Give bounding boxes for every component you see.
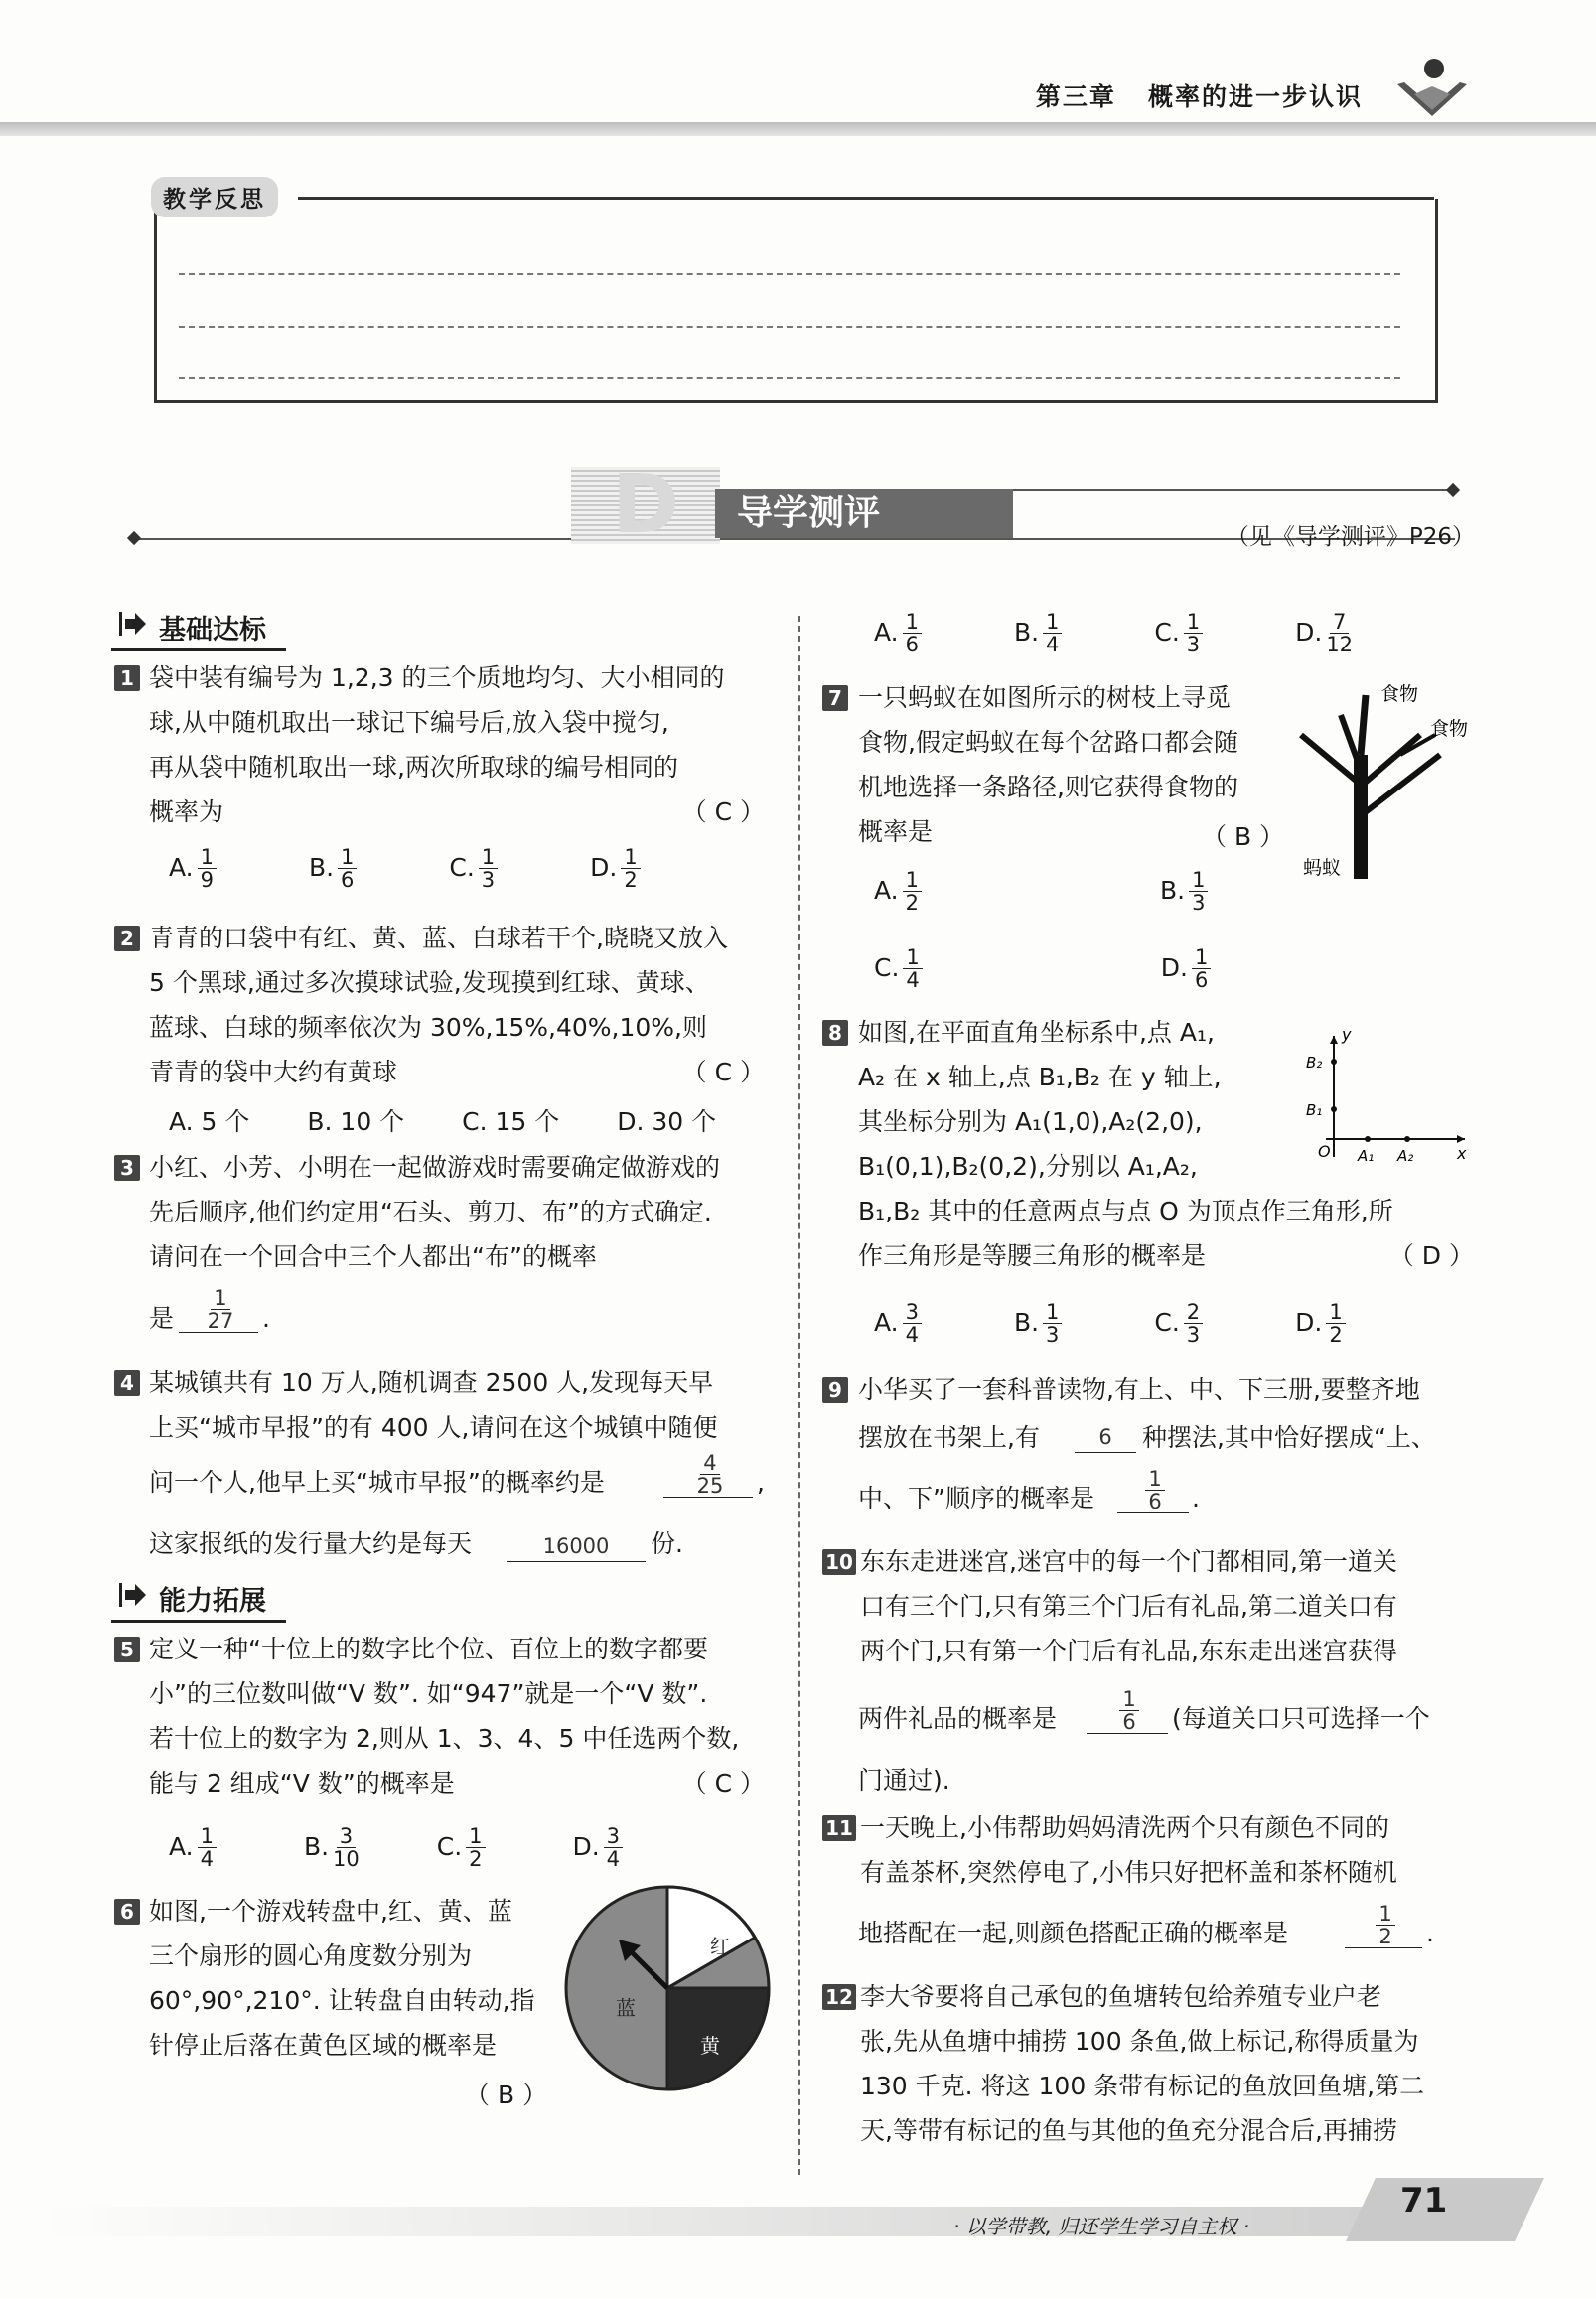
question-number: 12	[822, 1984, 856, 2010]
q4-line4: 这家报纸的发行量大约是每天	[149, 1529, 473, 1558]
question-number: 1	[114, 665, 140, 691]
q5-options	[169, 1825, 623, 1870]
question-number: 9	[822, 1377, 848, 1403]
question-3: 小红、小芳、小明在一起做游戏时需要确定做游戏的 先后顺序,他们约定用“石头、剪刀、布”的方式确定. 请问在一个回合中三个人都出“布”的概率	[149, 1153, 721, 1271]
q10-blank: $\frac{1}{6}$	[1087, 1688, 1168, 1734]
option-a: A. $\frac{1}{2}$	[874, 876, 922, 905]
column-divider	[798, 616, 800, 2175]
question-number: 4	[114, 1370, 140, 1396]
option-c: C. $\frac{1}{4}$	[874, 953, 923, 982]
question-number: 2	[114, 926, 140, 951]
question-8: 如图,在平面直角坐标系中,点 A₁, A₂ 在 x 轴上,点 B₁,B₂ 在 y 轴上, 其坐标分别为 A₁(1,0),A₂(2,0), B₁(0,1),B₂(0,2),分别以 A₁,A₂, B₁,B₂ 其中的任意两点与点 O 为顶点作三角形,所 作三角形是等腰三角形的概率是 （ D ）	[858, 1018, 1474, 1270]
question-number: 7	[822, 685, 848, 711]
dashed-line	[179, 377, 1400, 379]
reflection-box	[154, 199, 1438, 403]
q6-answer: （ B ）	[465, 2081, 548, 2109]
label-y: y	[1342, 1028, 1352, 1044]
q7-options	[874, 869, 1211, 991]
question-5: 定义一种“十位上的数字比个位、百位上的数字都要 小”的三位数叫做“V 数”. 如“947”就是一个“V 数”. 若十位上的数字为 2,则从 1、3、4、5 中任选两个数, 能与 2 组成“V 数”的概率是 （ C ）	[149, 1635, 765, 1797]
section-title: 导学测评	[715, 489, 1013, 538]
option-a: A. $\frac{1}{6}$	[874, 618, 922, 647]
question-7: 一只蚂蚁在如图所示的树枝上寻觅 食物,假定蚂蚁在每个岔路口都会随 机地选择一条路径,则它获得食物的 概率是	[858, 683, 1238, 846]
option-d: D. $\frac{1}{6}$	[1161, 953, 1212, 982]
arrow-right-icon	[119, 1583, 147, 1607]
spinner-wheel	[561, 1882, 775, 2095]
q11-end: .	[1426, 1919, 1434, 1947]
section-dot	[1446, 483, 1460, 497]
chapter-title: 第三章 概率的进一步认识	[1035, 82, 1363, 111]
option-a: A. $\frac{3}{4}$	[874, 1308, 922, 1337]
label-yellow: 黄	[700, 2034, 720, 2058]
question-9-line2b: 种摆法,其中恰好摆成“上、	[1142, 1423, 1436, 1452]
subhead-advanced: 能力拓展	[111, 1579, 286, 1623]
label-origin: O	[1318, 1142, 1331, 1161]
reflection-top-line	[298, 197, 1434, 200]
question-4: 某城镇共有 10 万人,随机调查 2500 人,发现每天早 上买“城市早报”的有 400 人,请问在这个城镇中随便	[149, 1368, 718, 1442]
tree-branch-diagram	[1291, 675, 1480, 884]
option-b: B. $\frac{3}{10}$	[303, 1824, 360, 1871]
q9-blank-probability: $\frac{1}{6}$	[1117, 1468, 1189, 1513]
section-letter: D	[571, 467, 720, 544]
dashed-line	[179, 273, 1400, 275]
book-reader-logo-icon	[1392, 55, 1472, 124]
label-food-2: 食物	[1430, 718, 1469, 740]
question-10-line4b: (每道关口只可选择一个	[1172, 1704, 1430, 1733]
footer-slogan: · 以学带教, 归还学生学习自主权 ·	[953, 2215, 1250, 2238]
section-rule	[1013, 489, 1450, 491]
option-a: A. $\frac{1}{9}$	[169, 853, 217, 882]
q9-end: .	[1192, 1484, 1200, 1512]
reflection-label: 教学反思	[151, 177, 278, 217]
question-11-line3: 地搭配在一起,则颜色搭配正确的概率是	[858, 1919, 1288, 1947]
option-d: D. $\frac{3}{4}$	[572, 1832, 623, 1861]
question-number: 8	[822, 1020, 848, 1046]
option-b: B. $\frac{1}{4}$	[1014, 618, 1062, 647]
label-a2: A₂	[1397, 1147, 1414, 1165]
question-number: 3	[114, 1155, 140, 1181]
header-bar	[0, 122, 1596, 136]
arrow-right-icon	[119, 612, 147, 636]
question-9-line3a: 中、下”顺序的概率是	[858, 1484, 1094, 1512]
q3-blank: $\frac{1}{27}$	[179, 1287, 258, 1333]
q4-blank-circulation: 16000	[507, 1531, 646, 1562]
question-number: 10	[822, 1549, 856, 1575]
page-number: 71	[1400, 2181, 1448, 2221]
option-c: C. 15 个	[462, 1107, 560, 1136]
question-1: 袋中装有编号为 1,2,3 的三个质地均匀、大小相同的 球,从中随机取出一球记下编号后,放入袋中搅匀, 再从袋中随机取出一球,两次所取球的编号相同的 概率为 （ C ）	[149, 663, 765, 826]
coordinate-diagram	[1296, 1028, 1475, 1167]
option-c: C. $\frac{1}{3}$	[449, 853, 498, 882]
dashed-line	[179, 326, 1400, 328]
option-d: D. $\frac{1}{2}$	[1295, 1308, 1346, 1337]
q3-answer-line: 是	[149, 1304, 175, 1333]
question-number: 11	[822, 1815, 856, 1841]
q7-answer: （ B ）	[1202, 822, 1285, 851]
option-c: C. $\frac{2}{3}$	[1154, 1308, 1203, 1337]
question-10-line5: 门通过).	[858, 1766, 950, 1795]
q4-blank-probability: $\frac{4}{25}$	[663, 1452, 753, 1498]
label-x: x	[1457, 1144, 1467, 1163]
q2-options	[169, 1102, 716, 1138]
question-10-line4a: 两件礼品的概率是	[858, 1704, 1058, 1733]
option-d: D. $\frac{7}{12}$	[1295, 610, 1354, 656]
section-reference: （见《导学测评》P26）	[1226, 524, 1475, 550]
q4-unit: 份.	[651, 1529, 683, 1558]
section-dot	[127, 531, 141, 545]
label-food-1: 食物	[1380, 683, 1419, 705]
q4-comma: ,	[757, 1468, 765, 1497]
q6-options	[874, 611, 1353, 655]
q9-blank-count: 6	[1075, 1422, 1136, 1453]
q4-line3: 问一个人,他早上买“城市早报”的概率约是	[149, 1468, 605, 1497]
option-b: B. $\frac{1}{3}$	[1160, 876, 1208, 905]
question-9-line1: 小华买了一套科普读物,有上、中、下三册,要整齐地	[858, 1375, 1420, 1404]
label-b2: B₂	[1306, 1054, 1323, 1072]
label-ant: 蚂蚁	[1303, 857, 1342, 879]
question-6: 如图,一个游戏转盘中,红、黄、蓝 三个扇形的圆心角度数分别为 60°,90°,210°. 让转盘自由转动,指 针停止后落在黄色区域的概率是	[149, 1897, 535, 2060]
question-number: 6	[114, 1899, 140, 1925]
question-number: 5	[114, 1637, 140, 1662]
option-a: A. 5 个	[169, 1107, 250, 1136]
label-red: 红	[710, 1935, 730, 1958]
q1-options	[169, 846, 641, 891]
question-11: 一天晚上,小伟帮助妈妈清洗两个只有颜色不同的 有盖茶杯,突然停电了,小伟只好把杯盖和茶杯随机	[860, 1813, 1397, 1887]
label-b1: B₁	[1306, 1101, 1323, 1119]
subhead-basic: 基础达标	[111, 608, 286, 651]
question-2: 青青的口袋中有红、黄、蓝、白球若干个,晓晓又放入 5 个黑球,通过多次摸球试验,发现摸到红球、黄球、 蓝球、白球的频率依次为 30%,15%,40%,10%,则 青青的袋中大约有黄球 （ C ）	[149, 924, 765, 1086]
q3-end: .	[262, 1304, 270, 1333]
q8-options	[874, 1301, 1346, 1346]
option-b: B. 10 个	[307, 1107, 405, 1136]
option-a: A. $\frac{1}{4}$	[169, 1832, 217, 1861]
option-c: C. $\frac{1}{2}$	[437, 1832, 486, 1861]
label-blue: 蓝	[616, 1996, 636, 2020]
option-d: D. 30 个	[617, 1107, 717, 1136]
option-d: D. $\frac{1}{2}$	[590, 853, 641, 882]
question-12: 李大爷要将自己承包的鱼塘转包给养殖专业户老 张,先从鱼塘中捕捞 100 条鱼,做上标记,称得质量为 130 千克. 将这 100 条带有标记的鱼放回鱼塘,第二 天,等带有标记的鱼与其他的鱼充分混合后,再捕捞	[860, 1982, 1425, 2145]
question-10: 东东走进迷宫,迷宫中的每一个门都相同,第一道关 口有三个门,只有第三个门后有礼品,第二道关口有 两个门,只有第一个门后有礼品,东东走出迷宫获得	[860, 1547, 1397, 1665]
question-9-line2a: 摆放在书架上,有	[858, 1423, 1040, 1452]
option-b: B. $\frac{1}{6}$	[309, 853, 357, 882]
option-c: C. $\frac{1}{3}$	[1154, 618, 1203, 647]
q11-blank: $\frac{1}{2}$	[1345, 1903, 1422, 1948]
option-b: B. $\frac{1}{3}$	[1014, 1308, 1062, 1337]
label-a1: A₁	[1358, 1147, 1375, 1165]
